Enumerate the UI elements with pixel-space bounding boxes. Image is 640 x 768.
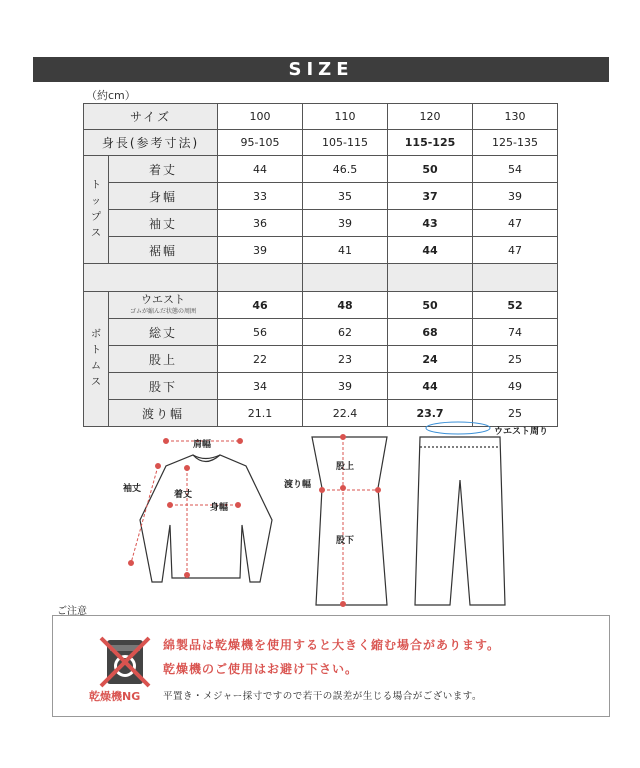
unit-label: （約cm） xyxy=(86,89,136,102)
table-cell: 21.1 xyxy=(218,400,303,427)
body-width-label: 身幅 xyxy=(210,503,229,513)
notice-title: ご注意 xyxy=(57,606,87,617)
thigh-label: 渡り幅 xyxy=(284,480,312,490)
notice-line-1: 綿製品は乾燥機を使用すると大きく縮む場合があります。 xyxy=(163,638,501,652)
table-cell: 47 xyxy=(473,237,558,264)
table-cell: 56 xyxy=(218,319,303,346)
row-label: 渡り幅 xyxy=(109,400,218,427)
row-label: 股上 xyxy=(109,346,218,373)
table-cell: 39 xyxy=(218,237,303,264)
table-cell: 35 xyxy=(303,183,388,210)
table-cell: 74 xyxy=(473,319,558,346)
size-header: 130 xyxy=(473,104,558,130)
pants-front-diagram xyxy=(415,437,505,605)
size-header-label: サイズ xyxy=(84,104,218,130)
table-cell: 25 xyxy=(473,400,558,427)
table-cell: 50 xyxy=(388,292,473,319)
row-label: 着丈 xyxy=(109,156,218,183)
no-dryer-icon xyxy=(93,630,157,694)
waist-icon xyxy=(426,422,490,434)
shoulder-label: 肩幅 xyxy=(193,440,212,450)
table-cell: 34 xyxy=(218,373,303,400)
table-cell: 49 xyxy=(473,373,558,400)
table-cell: 41 xyxy=(303,237,388,264)
length-label: 着丈 xyxy=(174,490,193,500)
row-label: 総丈 xyxy=(109,319,218,346)
row-label: 股下 xyxy=(109,373,218,400)
bottoms-group-label: ボ ト ム ス xyxy=(84,292,109,427)
row-label: 袖丈 xyxy=(109,210,218,237)
rise-label: 股上 xyxy=(336,462,355,472)
row-label: ウエスト ゴムが縮んだ状態の周囲 xyxy=(109,292,218,319)
notice-line-2: 乾燥機のご使用はお避け下さい。 xyxy=(163,662,359,676)
table-cell: 47 xyxy=(473,210,558,237)
table-cell: 95-105 xyxy=(218,130,303,156)
table-cell: 39 xyxy=(303,210,388,237)
size-header: 120 xyxy=(388,104,473,130)
table-cell: 33 xyxy=(218,183,303,210)
size-header: 100 xyxy=(218,104,303,130)
table-cell: 52 xyxy=(473,292,558,319)
tops-group-label: ト ッ プ ス xyxy=(84,156,109,264)
table-cell: 46 xyxy=(218,292,303,319)
table-cell: 68 xyxy=(388,319,473,346)
row-label: 身幅 xyxy=(109,183,218,210)
size-header: 110 xyxy=(303,104,388,130)
table-cell: 54 xyxy=(473,156,558,183)
height-header-label: 身長(参考寸法) xyxy=(84,130,218,156)
table-cell: 22 xyxy=(218,346,303,373)
notice-box xyxy=(52,615,610,717)
table-cell: 39 xyxy=(473,183,558,210)
table-cell: 44 xyxy=(388,373,473,400)
table-cell: 50 xyxy=(388,156,473,183)
table-cell: 24 xyxy=(388,346,473,373)
table-cell: 115-125 xyxy=(388,130,473,156)
table-cell: 44 xyxy=(388,237,473,264)
dryer-ng-label: 乾燥機NG xyxy=(89,690,141,703)
table-cell: 25 xyxy=(473,346,558,373)
table-cell: 43 xyxy=(388,210,473,237)
table-cell: 44 xyxy=(218,156,303,183)
notice-line-3: 平置き・メジャー採寸ですので若干の誤差が生じる場合がございます。 xyxy=(163,691,483,702)
table-cell: 46.5 xyxy=(303,156,388,183)
sleeve-label: 袖丈 xyxy=(123,484,142,494)
table-cell: 62 xyxy=(303,319,388,346)
waist-label: ウエスト周り xyxy=(494,427,549,437)
table-cell: 37 xyxy=(388,183,473,210)
tshirt-diagram xyxy=(140,455,272,582)
table-cell: 39 xyxy=(303,373,388,400)
table-cell: 36 xyxy=(218,210,303,237)
row-label: 裾幅 xyxy=(109,237,218,264)
size-banner: SIZE xyxy=(33,57,609,82)
table-cell: 105-115 xyxy=(303,130,388,156)
table-cell: 48 xyxy=(303,292,388,319)
inseam-label: 股下 xyxy=(336,536,355,546)
table-cell: 23 xyxy=(303,346,388,373)
table-cell: 22.4 xyxy=(303,400,388,427)
table-cell: 23.7 xyxy=(388,400,473,427)
table-cell: 125-135 xyxy=(473,130,558,156)
